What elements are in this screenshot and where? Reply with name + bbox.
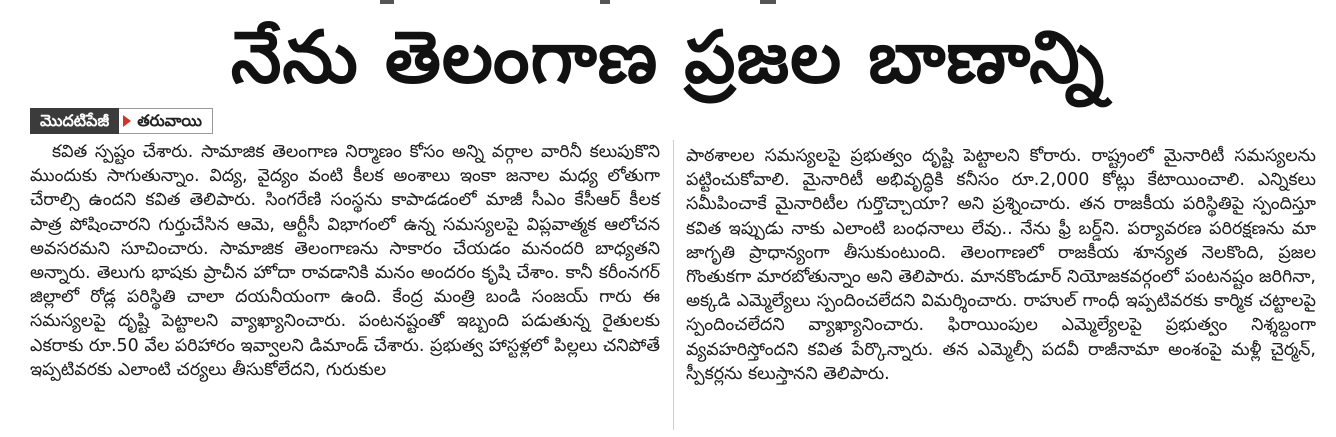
article-column-left xyxy=(30,140,660,382)
top-strip xyxy=(0,0,1336,8)
article-paragraph: పాఠశాలల సమస్యలపై ప్రభుత్వం దృష్టి పెట్టాలని కోరారు. రాష్ట్రంలో మైనారిటీ సమస్యలను పట్టించుకోవాలి. మైనారిటీ అభివృద్ధికి కనీసం రూ.2,000 కోట్లు కేటాయించాలి. ఎన్నికలు సమీపించాకే మైనారిటీల గుర్తొచ్చాయా? అని ప్రశ్నించారు. తన రాజకీయ పరిస్థితిపై స్పందిస్తూ కవిత ఇప్పుడు నాకు ఎలాంటి బంధనాలు లేవు.. నేను ఫ్రీ బర్డ్‌ని. పర్యావరణ పరిరక్షణను మా జాగృతి ప్రాధాన్యంగా తీసుకుంటుంది. తెలంగాణలో రాజకీయ శూన్యత నెలకొంది, ప్రజల గొంతుకగా మారబోతున్నాం అని తెలిపారు. మానకొండూర్ నియోజకవర్గంలో పంటనష్టం జరిగినా, అక్కడి ఎమ్మెల్యేలు స్పందించలేదని విమర్శించారు. రాహుల్ గాంధీ ఇప్పటివరకు కార్మిక చట్టాలపై స్పందించలేదని వ్యాఖ్యానించారు. ఫిరాయింపుల ఎమ్మెల్యేలపై ప్రభుత్వం నిశ్శబ్దంగా వ్యవహరిస్తోందని కవిత పేర్కొన్నారు. తన ఎమ్మెల్సీ పదవీ రాజీనామా అంశంపై మళ్లీ చైర్మన్, స్పీకర్లను కలుస్తానని తెలిపారు. xyxy=(686,146,1316,384)
column-divider xyxy=(673,140,674,430)
article-column-right xyxy=(686,144,1316,386)
article-paragraph: కవిత స్పష్టం చేశారు. సామాజిక తెలంగాణ నిర్మాణం కోసం అన్ని వర్గాల వారినీ కలుపుకొని ముందుకు సాగుతున్నాం. విద్య, వైద్యం వంటి కీలక అంశాలు ఇంకా జనాల మధ్య లోతుగా చేరాల్సి ఉందని కవిత తెలిపారు. సింగరేణి సంస్థను కాపాడడంలో మాజీ సీఎం కేసీఆర్ కీలక పాత్ర పోషించారని గుర్తుచేసిన ఆమె, ఆర్టీసీ విభాగంలో ఉన్న సమస్యలపై విప్లవాత్మక ఆలోచన అవసరమని సూచించారు. సామాజిక తెలంగాణను సాకారం చేయడం మనందరి బాధ్యతని అన్నారు. తెలుగు భాషకు ప్రాచీన హోదా రావడానికి మనం అందరం కృషి చేశాం. కానీ కరీంనగర్ జిల్లాలో రోడ్ల పరిస్థితి చాలా దయనీయంగా ఉంది. కేంద్ర మంత్రి బండి సంజయ్ గారు ఈ సమస్యలపై దృష్టి పెట్టాలని వ్యాఖ్యానించారు. పంటనష్టంతో ఇబ్బంది పడుతున్న రైతులకు ఎకరాకు రూ.50 వేల పరిహారం ఇవ్వాలని డిమాండ్ చేశారు. ప్రభుత్వ హాస్టళ్లలో పిల్లలు చనిపోతే ఇప్పటివరకు ఎలాంటి చర్యలు తీసుకోలేదని, గురుకుల xyxy=(30,142,660,380)
clipped-text-fragment xyxy=(600,0,610,4)
headline: నేను తెలంగాణ ప్రజల బాణాన్ని xyxy=(230,15,1106,99)
continued-label xyxy=(119,108,213,134)
first-page-label: మొదటిపేజీ xyxy=(30,108,119,134)
continued-label-text: తరువాయి xyxy=(137,111,203,130)
clipped-text-fragment xyxy=(380,0,394,4)
section-label-bar xyxy=(30,108,213,134)
clipped-text-fragment xyxy=(760,0,776,4)
arrow-icon xyxy=(123,115,131,127)
